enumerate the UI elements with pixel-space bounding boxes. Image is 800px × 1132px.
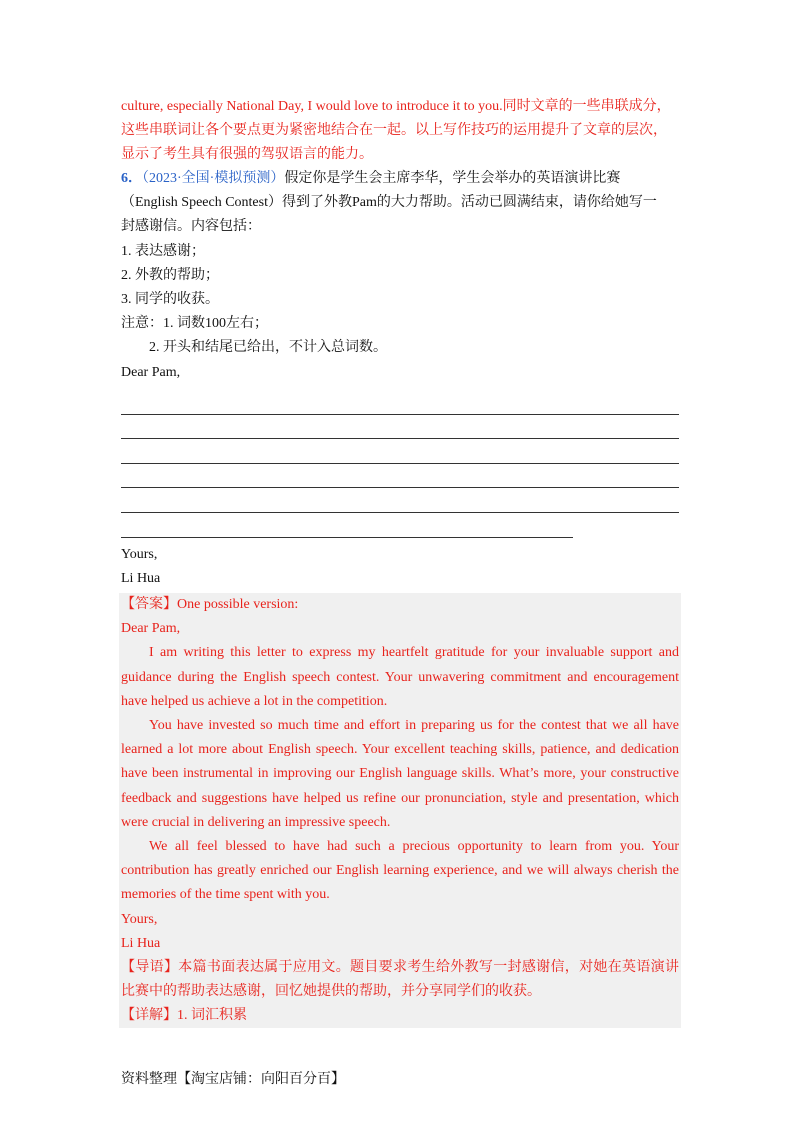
page-footer: 资料整理【淘宝店铺：向阳百分百】 (121, 1072, 345, 1087)
answer-signature: Li Hua (121, 935, 161, 951)
answer-heading (121, 593, 679, 617)
detail-text: 1. 词汇积累 (177, 1008, 247, 1024)
answer-paragraph-2: You have invested so much time and effort in preparing us for the contest that we all have learned a lot more about English speech. Your excellent teaching skills, patience, and dedication have been instrumental in improving our English language skills. What’s more, your constructive feedback and suggestions have helped us refine our pronunciation, style and presentation, which were crucial in delivering an impressive speech. (121, 718, 679, 830)
question-6-line-1 (121, 167, 679, 191)
analysis-line-1-cn: 同时文章的一些串联成分， (502, 99, 671, 114)
writing-line (121, 487, 679, 488)
note-2: 2. 开头和结尾已给出，不计入总词数。 (149, 340, 387, 356)
question-prompt-a: 假定你是学生会主席李华，学生会举办的英语演讲比赛 (284, 171, 621, 186)
letter-closing: Yours, (121, 547, 158, 562)
detail-tag: 【详解】 (121, 1008, 177, 1024)
content-item-3: 3. 同学的收获。 (121, 292, 219, 308)
note-1: 注意：1. 词数100左右； (121, 316, 268, 332)
writing-line (121, 537, 573, 538)
answer-paragraph-3: We all feel blessed to have had such a precious opportunity to learn from you. Your contribution has greatly enriched our English learning experience, and we will always cherish the memories of the time spent with you. (121, 839, 679, 903)
guide-tag: 【导语】 (121, 960, 179, 976)
writing-line (121, 512, 679, 513)
detail-heading (121, 1004, 679, 1028)
analysis-line-3: 显示了考生具有很强的驾驭语言的能力。 (121, 147, 373, 163)
writing-line (121, 438, 679, 439)
answer-closing: Yours, (121, 911, 158, 927)
content-item-2: 2. 外教的帮助； (121, 267, 219, 283)
guide-paragraph (121, 956, 679, 1004)
analysis-continuation (121, 95, 679, 168)
question-number: 6． (121, 171, 142, 186)
answer-intro: One possible version: (177, 597, 299, 612)
guide-text: 本篇书面表达属于应用文。题目要求考生给外教写一封感谢信，对她在英语演讲比赛中的帮助表达感谢，回忆她提供的帮助，并分享同学们的收获。 (121, 960, 680, 1000)
content-item-1: 1. 表达感谢； (121, 243, 205, 259)
question-source: （2023·全国·模拟预测） (142, 171, 285, 186)
writing-line (121, 463, 679, 464)
letter-signature: Li Hua (121, 571, 161, 587)
analysis-line-1 (121, 95, 679, 119)
question-prompt-c: 封感谢信。内容包括： (121, 219, 261, 235)
letter-closing-block (121, 543, 679, 591)
answer-section (121, 593, 679, 1029)
analysis-line-1-en: culture, especially National Day, I would love to introduce it to you. (121, 99, 503, 114)
question-6 (121, 167, 679, 385)
question-prompt-b: （English Speech Contest）得到了外教Pam的大力帮助。活动已圆满结束，请你给她写一 (121, 195, 657, 211)
letter-salutation: Dear Pam, (121, 364, 181, 380)
analysis-line-2: 这些串联词让各个要点更为紧密地结合在一起。以上写作技巧的运用提升了文章的层次， (121, 123, 667, 139)
answer-salutation: Dear Pam, (121, 621, 181, 637)
answer-paragraph-1: I am writing this letter to express my heartfelt gratitude for your invaluable support and guidance during the English speech contest. Your unwavering commitment and encouragement have helped us achieve a lot in the competition. (121, 645, 679, 709)
writing-line (121, 414, 679, 415)
answer-tag: 【答案】 (121, 597, 177, 612)
